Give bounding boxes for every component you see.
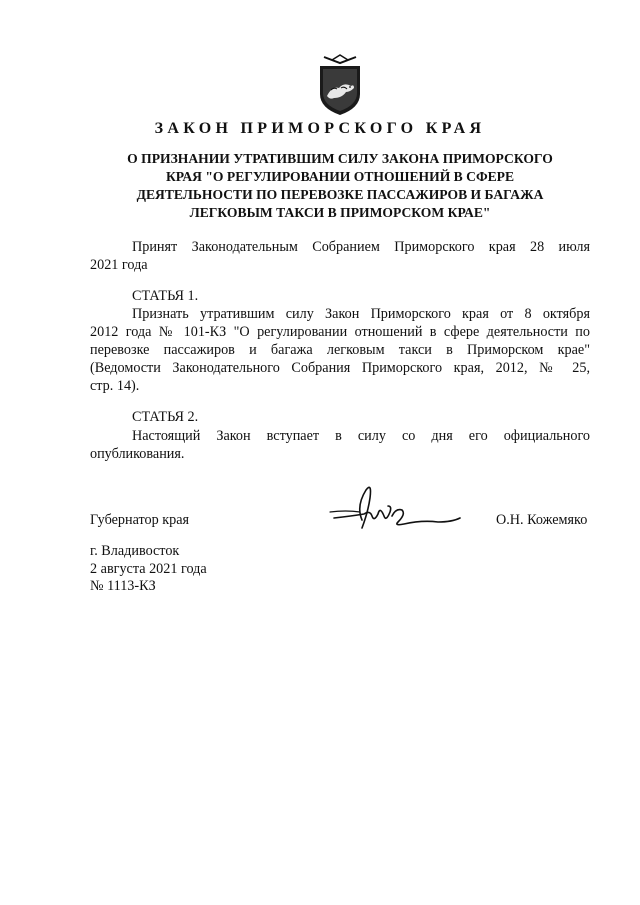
article-2-line: опубликования. bbox=[90, 446, 185, 462]
date: 2 августа 2021 года bbox=[90, 560, 207, 577]
signatory-name: О.Н. Кожемяко bbox=[496, 512, 588, 528]
subtitle-line: ЛЕГКОВЫМ ТАКСИ В ПРИМОРСКОМ КРАЕ" bbox=[189, 205, 491, 220]
place: г. Владивосток bbox=[90, 543, 180, 559]
subtitle-line: ДЕЯТЕЛЬНОСТИ ПО ПЕРЕВОЗКЕ ПАССАЖИРОВ И БАГАЖА bbox=[136, 187, 544, 202]
article-1-line: 2012 года № 101-КЗ "О регулировании отношений в сфере деятельности по bbox=[90, 324, 590, 340]
article-1-line: (Ведомости Законодательного Собрания Приморского края, 2012, № 25, bbox=[90, 360, 590, 376]
signature-image bbox=[326, 476, 464, 538]
subtitle-line: О ПРИЗНАНИИ УТРАТИВШИМ СИЛУ ЗАКОНА ПРИМОРСКОГО bbox=[127, 151, 553, 166]
signatory-title: Губернатор края bbox=[90, 512, 190, 528]
article-2-heading: СТАТЬЯ 2. bbox=[132, 409, 199, 425]
adopted-line: 2021 года bbox=[90, 257, 148, 273]
adopted-line: Принят Законодательным Собранием Приморского края 28 июля bbox=[132, 239, 590, 255]
article-1-heading: СТАТЬЯ 1. bbox=[132, 288, 199, 304]
law-subtitle bbox=[92, 150, 588, 222]
document-footer bbox=[90, 543, 207, 596]
adopted-statement bbox=[90, 238, 590, 274]
article-2-text bbox=[90, 427, 590, 463]
subtitle-line: КРАЯ "О РЕГУЛИРОВАНИИ ОТНОШЕНИЙ В СФЕРЕ bbox=[165, 169, 515, 184]
law-title: ЗАКОН ПРИМОРСКОГО КРАЯ bbox=[154, 120, 486, 137]
article-1-line: Признать утратившим силу Закон Приморского края от 8 октября bbox=[132, 306, 590, 322]
article-1-line: перевозке пассажиров и багажа легковым такси в Приморском крае" bbox=[90, 342, 590, 358]
article-2-line: Настоящий Закон вступает в силу со дня его официального bbox=[132, 428, 590, 444]
law-number: № 1113-КЗ bbox=[90, 578, 156, 594]
coat-of-arms-icon bbox=[316, 54, 364, 116]
article-1-line: стр. 14). bbox=[90, 378, 140, 394]
article-1-text bbox=[90, 305, 590, 395]
